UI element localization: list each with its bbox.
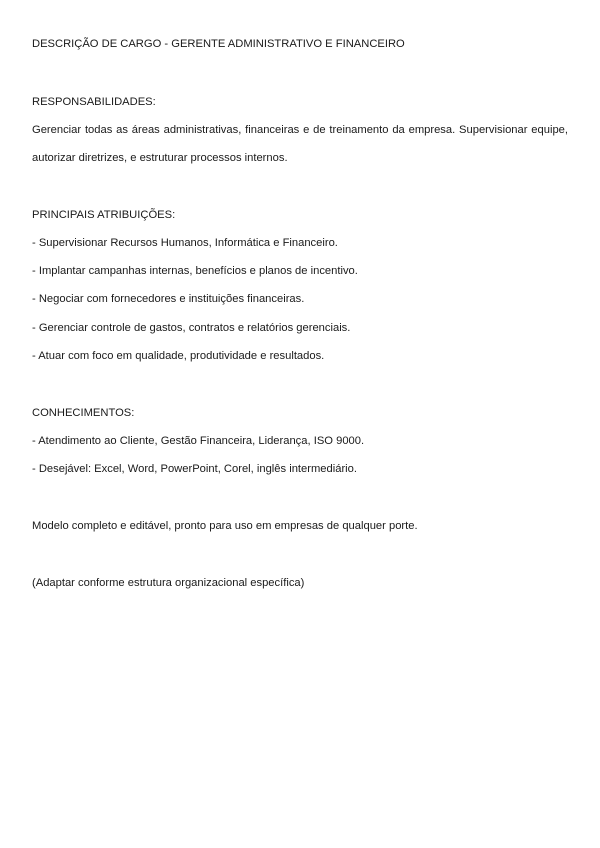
- conhecimentos-heading: CONHECIMENTOS:: [32, 407, 135, 419]
- document-footer-note: (Adaptar conforme estrutura organizacional específica): [32, 577, 305, 589]
- atribuicoes-item: - Gerenciar controle de gastos, contratos e relatórios gerenciais.: [32, 322, 351, 334]
- atribuicoes-heading: PRINCIPAIS ATRIBUIÇÕES:: [32, 209, 176, 221]
- document-note: Modelo completo e editável, pronto para uso em empresas de qualquer porte.: [32, 520, 418, 532]
- atribuicoes-item: - Implantar campanhas internas, benefícios e planos de incentivo.: [32, 265, 358, 277]
- conhecimentos-item: - Atendimento ao Cliente, Gestão Financeira, Liderança, ISO 9000.: [32, 435, 365, 447]
- responsabilidades-heading: RESPONSABILIDADES:: [32, 96, 156, 108]
- atribuicoes-item: - Atuar com foco em qualidade, produtividade e resultados.: [32, 350, 325, 362]
- responsabilidades-line-2: autorizar diretrizes, e estruturar processos internos.: [32, 152, 288, 164]
- atribuicoes-item: - Supervisionar Recursos Humanos, Informática e Financeiro.: [32, 237, 338, 249]
- document-title: DESCRIÇÃO DE CARGO - GERENTE ADMINISTRATIVO E FINANCEIRO: [32, 38, 405, 50]
- atribuicoes-item: - Negociar com fornecedores e instituições financeiras.: [32, 293, 305, 305]
- responsabilidades-line-1: Gerenciar todas as áreas administrativas, financeiras e de treinamento da empresa. Supervisionar equipe,: [32, 124, 568, 136]
- conhecimentos-item: - Desejável: Excel, Word, PowerPoint, Corel, inglês intermediário.: [32, 463, 357, 475]
